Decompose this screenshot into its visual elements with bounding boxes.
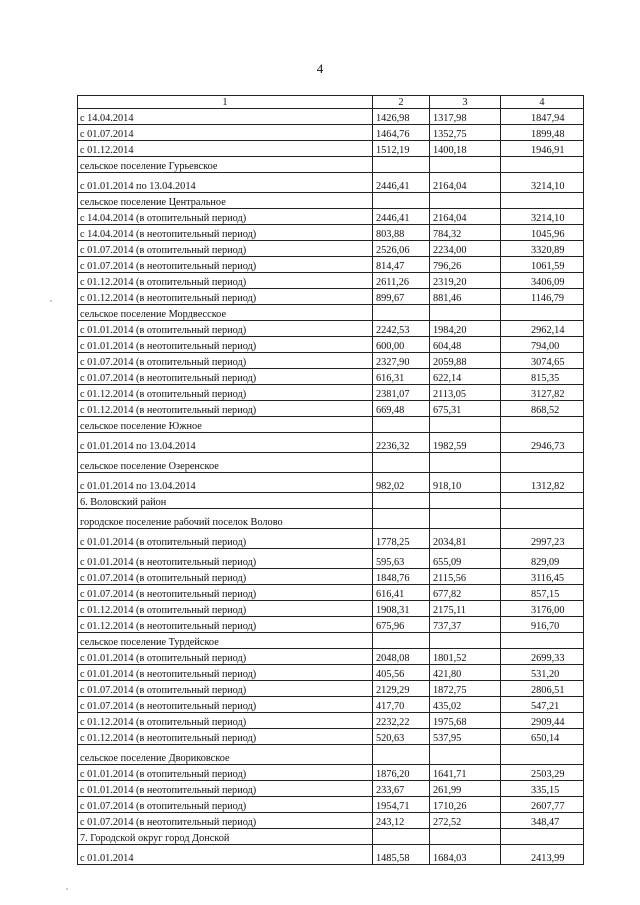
value-cell-col2: 2446,41 (373, 209, 430, 225)
value-cell-col4: 2946,73 (501, 433, 584, 453)
table-row (78, 601, 584, 617)
scan-speck (50, 300, 52, 302)
value-cell-col2: 1908,31 (373, 601, 430, 617)
table-row (78, 797, 584, 813)
value-cell-col4: 1045,96 (501, 225, 584, 241)
value-cell-col4 (501, 305, 584, 321)
row-label: с 01.12.2014 (в отопительный период) (78, 713, 373, 729)
value-cell-col3: 604,48 (430, 337, 501, 353)
value-cell-col4: 3116,45 (501, 569, 584, 585)
value-cell-col4 (501, 829, 584, 845)
value-cell-col2: 1876,20 (373, 765, 430, 781)
table-row (78, 617, 584, 633)
value-cell-col4: 547,21 (501, 697, 584, 713)
value-cell-col3: 537,95 (430, 729, 501, 745)
row-label: с 01.01.2014 по 13.04.2014 (78, 473, 373, 493)
table-row (78, 125, 584, 141)
value-cell-col2: 1485,58 (373, 845, 430, 865)
value-cell-col4: 1061,59 (501, 257, 584, 273)
section-label: сельское поселение Южное (78, 417, 373, 433)
value-cell-col2 (373, 745, 430, 765)
row-label: с 14.04.2014 (в неотопительный период) (78, 225, 373, 241)
row-label: с 01.01.2014 (в неотопительный период) (78, 665, 373, 681)
value-cell-col3: 435,02 (430, 697, 501, 713)
row-label: с 01.01.2014 (78, 845, 373, 865)
column-header: 2 (373, 96, 430, 109)
value-cell-col4 (501, 745, 584, 765)
value-cell-col3 (430, 829, 501, 845)
value-cell-col3: 2113,05 (430, 385, 501, 401)
row-label: с 01.12.2014 (в неотопительный период) (78, 289, 373, 305)
value-cell-col3: 1982,59 (430, 433, 501, 453)
column-header: 4 (501, 96, 584, 109)
row-label: с 01.07.2014 (в неотопительный период) (78, 369, 373, 385)
value-cell-col4: 531,20 (501, 665, 584, 681)
value-cell-col3: 1317,98 (430, 109, 501, 125)
value-cell-col4: 2806,51 (501, 681, 584, 697)
value-cell-col3: 622,14 (430, 369, 501, 385)
value-cell-col3: 2319,20 (430, 273, 501, 289)
table-row (78, 697, 584, 713)
value-cell-col4: 2607,77 (501, 797, 584, 813)
value-cell-col3: 2175,11 (430, 601, 501, 617)
row-label: с 01.12.2014 (в неотопительный период) (78, 617, 373, 633)
section-row (78, 453, 584, 473)
table-row (78, 665, 584, 681)
value-cell-col4: 335,15 (501, 781, 584, 797)
value-cell-col4: 829,09 (501, 549, 584, 569)
value-cell-col4: 1847,94 (501, 109, 584, 125)
row-label: с 01.01.2014 (в отопительный период) (78, 529, 373, 549)
table-row (78, 569, 584, 585)
row-label: с 14.04.2014 (78, 109, 373, 125)
table-row (78, 385, 584, 401)
value-cell-col4: 2997,23 (501, 529, 584, 549)
value-cell-col2: 1426,98 (373, 109, 430, 125)
value-cell-col3 (430, 509, 501, 529)
table-row (78, 401, 584, 417)
row-label: с 01.12.2014 (в отопительный период) (78, 273, 373, 289)
row-label: с 01.12.2014 (78, 141, 373, 157)
value-cell-col4 (501, 417, 584, 433)
row-label: с 01.07.2014 (в отопительный период) (78, 797, 373, 813)
table-row (78, 273, 584, 289)
section-label: сельское поселение Озеренское (78, 453, 373, 473)
value-cell-col2: 1778,25 (373, 529, 430, 549)
table-row (78, 225, 584, 241)
value-cell-col2: 2446,41 (373, 173, 430, 193)
value-cell-col3: 2164,04 (430, 173, 501, 193)
section-row (78, 745, 584, 765)
value-cell-col4: 2909,44 (501, 713, 584, 729)
value-cell-col4: 3214,10 (501, 209, 584, 225)
value-cell-col3: 796,26 (430, 257, 501, 273)
value-cell-col4: 3214,10 (501, 173, 584, 193)
value-cell-col2: 1954,71 (373, 797, 430, 813)
value-cell-col3: 881,46 (430, 289, 501, 305)
value-cell-col2: 2048,08 (373, 649, 430, 665)
value-cell-col4 (501, 453, 584, 473)
row-label: с 01.01.2014 (в отопительный период) (78, 765, 373, 781)
value-cell-col3: 1352,75 (430, 125, 501, 141)
value-cell-col2 (373, 509, 430, 529)
table-row (78, 649, 584, 665)
value-cell-col4: 868,52 (501, 401, 584, 417)
value-cell-col2: 1464,76 (373, 125, 430, 141)
value-cell-col4: 794,00 (501, 337, 584, 353)
table-row (78, 337, 584, 353)
value-cell-col2: 803,88 (373, 225, 430, 241)
value-cell-col4: 815,35 (501, 369, 584, 385)
row-label: с 01.12.2014 (в отопительный период) (78, 601, 373, 617)
table-row (78, 845, 584, 865)
row-label: с 01.07.2014 (78, 125, 373, 141)
value-cell-col3: 918,10 (430, 473, 501, 493)
value-cell-col4: 3127,82 (501, 385, 584, 401)
value-cell-col3: 1710,26 (430, 797, 501, 813)
value-cell-col3: 272,52 (430, 813, 501, 829)
section-label: сельское поселение Турдейское (78, 633, 373, 649)
value-cell-col4: 348,47 (501, 813, 584, 829)
section-row (78, 829, 584, 845)
row-label: с 01.01.2014 (в отопительный период) (78, 649, 373, 665)
value-cell-col3: 675,31 (430, 401, 501, 417)
value-cell-col2: 1848,76 (373, 569, 430, 585)
value-cell-col2 (373, 493, 430, 509)
section-label: сельское поселение Центральное (78, 193, 373, 209)
table-row (78, 529, 584, 549)
section-row (78, 193, 584, 209)
value-cell-col4: 2962,14 (501, 321, 584, 337)
table-row (78, 729, 584, 745)
value-cell-col2: 520,63 (373, 729, 430, 745)
value-cell-col2 (373, 157, 430, 173)
value-cell-col2: 2526,06 (373, 241, 430, 257)
table-row (78, 209, 584, 225)
value-cell-col4: 2503,29 (501, 765, 584, 781)
value-cell-col3: 421,80 (430, 665, 501, 681)
value-cell-col3: 784,32 (430, 225, 501, 241)
value-cell-col3: 1684,03 (430, 845, 501, 865)
value-cell-col3 (430, 305, 501, 321)
section-label: городское поселение рабочий поселок Волово (78, 509, 373, 529)
row-label: с 01.01.2014 (в неотопительный период) (78, 337, 373, 353)
table-row (78, 321, 584, 337)
value-cell-col4: 3074,65 (501, 353, 584, 369)
value-cell-col2: 243,12 (373, 813, 430, 829)
row-label: с 01.07.2014 (в отопительный период) (78, 681, 373, 697)
value-cell-col4: 1312,82 (501, 473, 584, 493)
section-row (78, 157, 584, 173)
scan-speck (66, 888, 68, 890)
table-row (78, 713, 584, 729)
row-label: с 01.07.2014 (в неотопительный период) (78, 813, 373, 829)
value-cell-col2 (373, 453, 430, 473)
value-cell-col3: 1975,68 (430, 713, 501, 729)
row-label: с 14.04.2014 (в отопительный период) (78, 209, 373, 225)
row-label: с 01.01.2014 (в отопительный период) (78, 321, 373, 337)
row-label: с 01.07.2014 (в отопительный период) (78, 353, 373, 369)
value-cell-col4 (501, 633, 584, 649)
section-label: сельское поселение Гурьевское (78, 157, 373, 173)
value-cell-col2: 1512,19 (373, 141, 430, 157)
section-label: сельское поселение Двориковское (78, 745, 373, 765)
row-label: с 01.07.2014 (в неотопительный период) (78, 697, 373, 713)
value-cell-col4 (501, 509, 584, 529)
value-cell-col3: 2034,81 (430, 529, 501, 549)
value-cell-col3 (430, 453, 501, 473)
row-label: с 01.12.2014 (в неотопительный период) (78, 729, 373, 745)
value-cell-col2: 2242,53 (373, 321, 430, 337)
value-cell-col2: 2611,26 (373, 273, 430, 289)
section-row (78, 633, 584, 649)
value-cell-col2: 2232,22 (373, 713, 430, 729)
table-row (78, 109, 584, 125)
value-cell-col4: 3406,09 (501, 273, 584, 289)
value-cell-col2: 669,48 (373, 401, 430, 417)
value-cell-col2: 233,67 (373, 781, 430, 797)
value-cell-col3: 1641,71 (430, 765, 501, 781)
column-header: 1 (78, 96, 373, 109)
value-cell-col2: 417,70 (373, 697, 430, 713)
value-cell-col3 (430, 745, 501, 765)
table-row (78, 141, 584, 157)
row-label: с 01.01.2014 (в неотопительный период) (78, 549, 373, 569)
page-number: 4 (316, 61, 324, 76)
value-cell-col4: 916,70 (501, 617, 584, 633)
section-row (78, 417, 584, 433)
value-cell-col2 (373, 829, 430, 845)
table-row (78, 289, 584, 305)
value-cell-col4: 2699,33 (501, 649, 584, 665)
column-header: 3 (430, 96, 501, 109)
table-row (78, 681, 584, 697)
value-cell-col2: 2236,32 (373, 433, 430, 453)
value-cell-col2 (373, 305, 430, 321)
value-cell-col2: 405,56 (373, 665, 430, 681)
table-row (78, 549, 584, 569)
value-cell-col3: 2059,88 (430, 353, 501, 369)
value-cell-col4: 1146,79 (501, 289, 584, 305)
value-cell-col3 (430, 193, 501, 209)
tariff-table (77, 95, 584, 865)
value-cell-col2: 2129,29 (373, 681, 430, 697)
value-cell-col2: 616,41 (373, 585, 430, 601)
section-label: 7. Городской округ город Донской (78, 829, 373, 845)
value-cell-col3: 737,37 (430, 617, 501, 633)
tariff-table-body (78, 96, 584, 865)
value-cell-col2 (373, 193, 430, 209)
row-label: с 01.01.2014 по 13.04.2014 (78, 433, 373, 453)
table-row (78, 473, 584, 493)
row-label: с 01.07.2014 (в неотопительный период) (78, 257, 373, 273)
value-cell-col3: 1984,20 (430, 321, 501, 337)
value-cell-col3: 655,09 (430, 549, 501, 569)
value-cell-col3 (430, 157, 501, 173)
row-label: с 01.12.2014 (в неотопительный период) (78, 401, 373, 417)
value-cell-col4: 2413,99 (501, 845, 584, 865)
value-cell-col3: 1801,52 (430, 649, 501, 665)
value-cell-col3: 1872,75 (430, 681, 501, 697)
section-row (78, 509, 584, 529)
section-label: 6. Воловский район (78, 493, 373, 509)
value-cell-col2: 595,63 (373, 549, 430, 569)
value-cell-col2: 2381,07 (373, 385, 430, 401)
value-cell-col4 (501, 193, 584, 209)
table-row (78, 353, 584, 369)
value-cell-col3 (430, 633, 501, 649)
table-row (78, 173, 584, 193)
value-cell-col4: 1946,91 (501, 141, 584, 157)
row-label: с 01.07.2014 (в неотопительный период) (78, 585, 373, 601)
value-cell-col2: 616,31 (373, 369, 430, 385)
row-label: с 01.01.2014 по 13.04.2014 (78, 173, 373, 193)
value-cell-col2: 675,96 (373, 617, 430, 633)
table-row (78, 369, 584, 385)
value-cell-col3: 2234,00 (430, 241, 501, 257)
value-cell-col2 (373, 633, 430, 649)
table-row (78, 765, 584, 781)
value-cell-col4 (501, 493, 584, 509)
section-label: сельское поселение Мордвесское (78, 305, 373, 321)
value-cell-col4: 650,14 (501, 729, 584, 745)
table-row (78, 433, 584, 453)
row-label: с 01.01.2014 (в неотопительный период) (78, 781, 373, 797)
table-row (78, 813, 584, 829)
value-cell-col2: 814,47 (373, 257, 430, 273)
table-row (78, 781, 584, 797)
row-label: с 01.07.2014 (в отопительный период) (78, 241, 373, 257)
value-cell-col2: 2327,90 (373, 353, 430, 369)
value-cell-col4: 3320,89 (501, 241, 584, 257)
value-cell-col4: 3176,00 (501, 601, 584, 617)
value-cell-col2: 982,02 (373, 473, 430, 493)
table-header-row (78, 96, 584, 109)
value-cell-col4: 857,15 (501, 585, 584, 601)
value-cell-col3: 261,99 (430, 781, 501, 797)
value-cell-col3: 2115,56 (430, 569, 501, 585)
value-cell-col4: 1899,48 (501, 125, 584, 141)
table-row (78, 585, 584, 601)
value-cell-col3: 677,82 (430, 585, 501, 601)
row-label: с 01.12.2014 (в отопительный период) (78, 385, 373, 401)
value-cell-col2 (373, 417, 430, 433)
value-cell-col3: 2164,04 (430, 209, 501, 225)
section-row (78, 493, 584, 509)
value-cell-col3 (430, 493, 501, 509)
value-cell-col2: 899,67 (373, 289, 430, 305)
value-cell-col4 (501, 157, 584, 173)
table-row (78, 257, 584, 273)
table-row (78, 241, 584, 257)
value-cell-col3: 1400,18 (430, 141, 501, 157)
value-cell-col2: 600,00 (373, 337, 430, 353)
value-cell-col3 (430, 417, 501, 433)
section-row (78, 305, 584, 321)
row-label: с 01.07.2014 (в отопительный период) (78, 569, 373, 585)
